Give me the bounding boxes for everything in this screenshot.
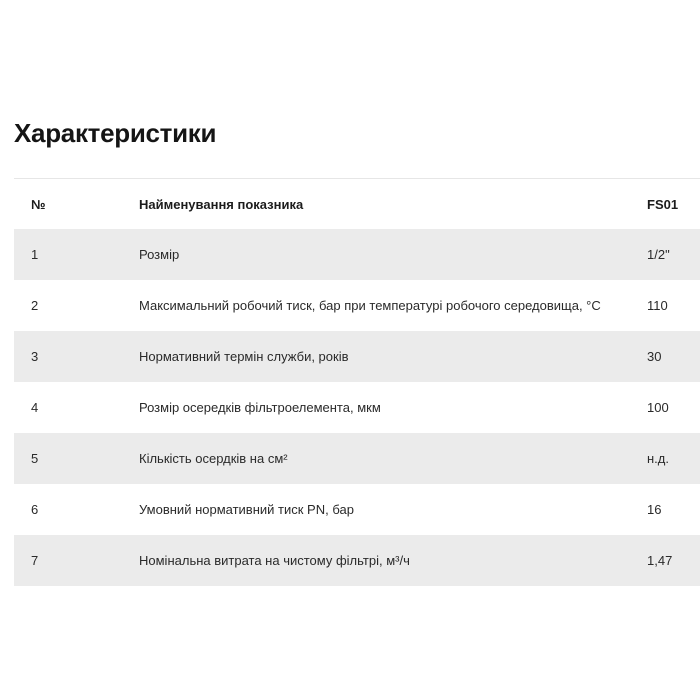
table-row [14, 382, 700, 433]
row-number: 1 [31, 247, 39, 262]
header-model-value: FS01 [647, 196, 679, 212]
table-row [14, 535, 700, 586]
row-value: 16 [647, 502, 662, 517]
row-value: н.д. [647, 451, 669, 466]
page-title: Характеристики [14, 118, 217, 148]
row-parameter-name: Кількість осердків на см² [139, 451, 288, 466]
row-parameter-name: Номінальна витрата на чистому фільтрі, м³/ч [139, 553, 410, 568]
row-number: 2 [31, 298, 39, 313]
row-parameter-name: Розмір осередків фільтроелемента, мкм [139, 400, 381, 415]
table-header-row [14, 179, 700, 230]
row-value: 30 [647, 349, 662, 364]
row-parameter-name: Нормативний термін служби, років [139, 349, 349, 364]
row-number: 5 [31, 451, 39, 466]
row-value: 1/2" [647, 247, 670, 262]
table-row [14, 331, 700, 382]
row-number: 6 [31, 502, 39, 517]
row-parameter-name: Максимальний робочий тиск, бар при температурі робочого середовища, °C [139, 298, 601, 313]
row-number: 3 [31, 349, 39, 364]
row-parameter-name: Розмір [139, 247, 180, 262]
table-row [14, 229, 700, 280]
row-value: 100 [647, 400, 669, 415]
header-number: № [31, 196, 46, 212]
row-parameter-name: Умовний нормативний тиск PN, бар [139, 502, 354, 517]
row-value: 110 [647, 298, 668, 313]
header-parameter-name: Найменування показника [139, 196, 304, 212]
row-number: 4 [31, 400, 39, 415]
table-row [14, 280, 700, 331]
row-value: 1,47 [647, 553, 673, 568]
row-number: 7 [31, 553, 39, 568]
specs-table [14, 178, 700, 586]
table-row [14, 484, 700, 535]
table-row [14, 433, 700, 484]
